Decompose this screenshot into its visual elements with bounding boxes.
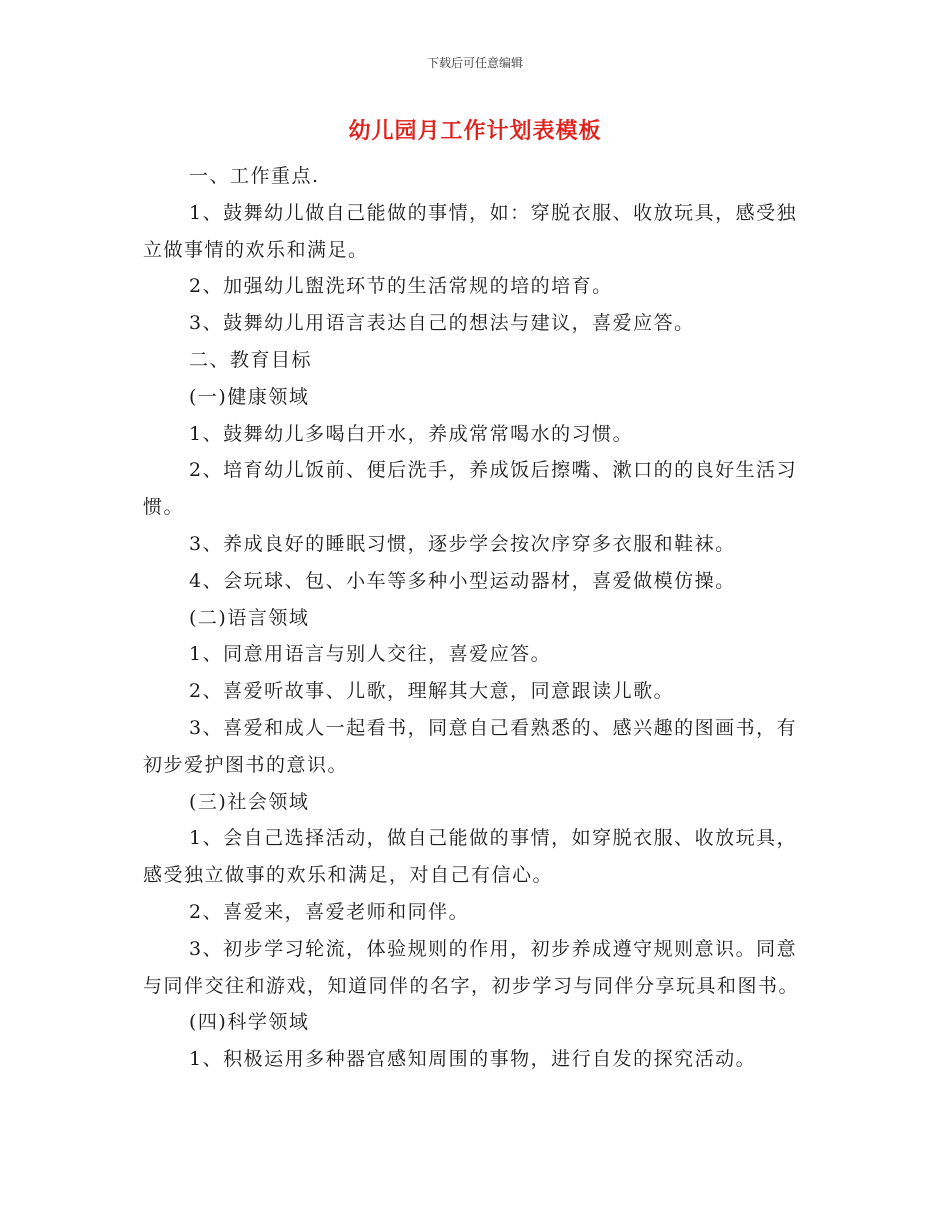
header-note: 下载后可任意编辑	[426, 56, 523, 70]
subsection-heading: (二)语言领域	[189, 606, 310, 629]
paragraph: 3、鼓舞幼儿用语言表达自己的想法与建议，喜爱应答。	[189, 312, 695, 335]
paragraph: 3、养成良好的睡眠习惯，逐步学会按次序穿多衣服和鞋袜。	[189, 532, 736, 555]
paragraph: 4、会玩球、包、小车等多种小型运动器材，喜爱做模仿操。	[189, 569, 736, 592]
subsection-heading: (三)社会领域	[189, 790, 310, 813]
subsection-heading: (四)科学领域	[189, 1011, 310, 1034]
paragraph: 2、培育幼儿饭前、便后洗手，养成饭后擦嘴、漱口的的良好生活习惯。	[143, 459, 798, 519]
paragraph: 1、鼓舞幼儿多喝白开水，养成常常喝水的习惯。	[189, 422, 634, 445]
document-title: 幼儿园月工作计划表模板	[348, 118, 602, 144]
paragraph: 3、初步学习轮流，体验规则的作用，初步养成遵守规则意识。同意与同伴交往和游戏，知道同伴的名字，初步学习与同伴分享玩具和图书。	[143, 937, 800, 997]
section-heading: 二、教育目标	[189, 348, 313, 371]
paragraph: 1、同意用语言与别人交往，喜爱应答。	[189, 643, 552, 666]
paragraph: 2、加强幼儿盥洗环节的生活常规的培的培育。	[189, 275, 613, 298]
paragraph: 1、会自己选择活动，做自己能做的事情，如穿脱衣服、收放玩具，感受独立做事的欢乐和满足，对自己有信心。	[143, 827, 798, 887]
paragraph: 2、喜爱来，喜爱老师和同伴。	[189, 900, 470, 923]
paragraph: 1、积极运用多种器官感知周围的事物，进行自发的探究活动。	[189, 1048, 757, 1071]
paragraph: 1、鼓舞幼儿做自己能做的事情，如：穿脱衣服、收放玩具，感受独立做事情的欢乐和满足。	[143, 201, 798, 261]
document-body	[143, 158, 815, 1078]
section-heading: 一、工作重点.	[189, 165, 320, 187]
paragraph: 2、喜爱听故事、儿歌，理解其大意，同意跟读儿歌。	[189, 680, 675, 703]
paragraph: 3、喜爱和成人一起看书，同意自己看熟悉的、感兴趣的图画书，有初步爱护图书的意识。	[143, 716, 798, 776]
subsection-heading: (一)健康领域	[189, 385, 310, 408]
